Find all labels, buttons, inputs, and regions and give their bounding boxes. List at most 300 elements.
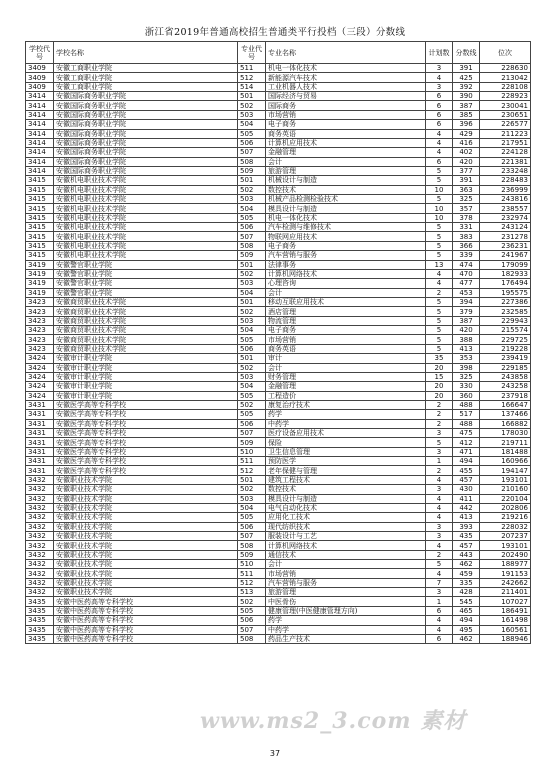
table-row [26,241,531,250]
table-row [26,363,531,372]
cell-rank: 243816 [480,195,531,204]
cell-major-name: 预防医学 [266,457,426,466]
cell-major-code: 504 [238,503,266,512]
cell-school-code: 3432 [26,513,54,522]
cell-plan-count: 6 [426,101,453,110]
cell-rank: 243258 [480,382,531,391]
cell-major-name: 数控技术 [266,485,426,494]
cell-school-code: 3424 [26,354,54,363]
cell-school-name: 安徽国际商务职业学院 [54,129,238,138]
cell-school-code: 3415 [26,185,54,194]
cell-rank: 233248 [480,166,531,175]
cell-school-code: 3415 [26,241,54,250]
cell-plan-count: 3 [426,429,453,438]
cell-school-code: 3415 [26,232,54,241]
cell-score-line: 474 [453,260,480,269]
table-row [26,82,531,91]
cell-major-code: 508 [238,157,266,166]
cell-major-code: 506 [238,138,266,147]
table-row [26,129,531,138]
cell-school-code: 3431 [26,438,54,447]
cell-school-name: 安徽商贸职业技术学院 [54,307,238,316]
cell-major-code: 509 [238,550,266,559]
cell-school-code: 3431 [26,466,54,475]
cell-major-name: 会计 [266,560,426,569]
table-row [26,251,531,260]
cell-school-name: 安徽医学高等专科学校 [54,410,238,419]
cell-school-code: 3415 [26,204,54,213]
cell-major-name: 药品生产技术 [266,634,426,643]
cell-major-name: 电子商务 [266,120,426,129]
cell-plan-count: 5 [426,232,453,241]
cell-school-name: 安徽国际商务职业学院 [54,92,238,101]
cell-major-code: 502 [238,400,266,409]
table-row [26,307,531,316]
cell-plan-count: 2 [426,419,453,428]
cell-school-code: 3423 [26,316,54,325]
cell-major-code: 503 [238,195,266,204]
cell-school-name: 安徽中医药高等专科学校 [54,625,238,634]
cell-score-line: 412 [453,438,480,447]
cell-major-code: 511 [238,457,266,466]
cell-plan-count: 4 [426,148,453,157]
cell-rank: 188977 [480,560,531,569]
cell-school-code: 3435 [26,625,54,634]
cell-rank: 166882 [480,419,531,428]
cell-school-name: 安徽职业技术学院 [54,494,238,503]
cell-major-code: 501 [238,176,266,185]
cell-score-line: 477 [453,279,480,288]
table-row [26,560,531,569]
cell-major-name: 模具设计与制造 [266,494,426,503]
cell-school-name: 安徽职业技术学院 [54,485,238,494]
cell-score-line: 545 [453,597,480,606]
cell-score-line: 495 [453,625,480,634]
cell-rank: 166647 [480,400,531,409]
table-row [26,344,531,353]
cell-major-name: 金融管理 [266,382,426,391]
table-row [26,634,531,643]
watermark: www.ms2_3.com 素材 [200,708,467,734]
cell-major-name: 会计 [266,157,426,166]
cell-score-line: 462 [453,560,480,569]
table-row [26,260,531,269]
cell-major-name: 新能源汽车技术 [266,73,426,82]
header-school-code: 学校代号 [26,42,54,64]
cell-plan-count: 4 [426,494,453,503]
cell-major-name: 机电一体化技术 [266,213,426,222]
cell-school-code: 3431 [26,410,54,419]
cell-school-name: 安徽机电职业技术学院 [54,251,238,260]
cell-major-name: 保险 [266,438,426,447]
table-row [26,494,531,503]
cell-score-line: 428 [453,588,480,597]
table-row [26,269,531,278]
table-row [26,447,531,456]
cell-major-code: 502 [238,307,266,316]
cell-major-name: 移动互联应用技术 [266,297,426,306]
cell-school-name: 安徽警官职业学院 [54,260,238,269]
cell-school-name: 安徽国际商务职业学院 [54,101,238,110]
cell-school-name: 安徽医学高等专科学校 [54,429,238,438]
cell-score-line: 379 [453,307,480,316]
cell-major-code: 502 [238,101,266,110]
cell-school-name: 安徽机电职业技术学院 [54,204,238,213]
cell-school-code: 3424 [26,372,54,381]
cell-school-code: 3419 [26,279,54,288]
cell-rank: 243858 [480,372,531,381]
cell-plan-count: 4 [426,569,453,578]
cell-score-line: 398 [453,363,480,372]
cell-school-code: 3424 [26,363,54,372]
table-row [26,457,531,466]
cell-major-name: 汽车营销与服务 [266,578,426,587]
cell-rank: 228923 [480,92,531,101]
cell-school-code: 3414 [26,92,54,101]
cell-plan-count: 5 [426,438,453,447]
cell-score-line: 394 [453,297,480,306]
table-row [26,185,531,194]
cell-major-name: 建筑工程技术 [266,475,426,484]
table-row [26,120,531,129]
cell-plan-count: 4 [426,279,453,288]
cell-major-name: 健康管理(中医健康管理方向) [266,606,426,615]
cell-major-name: 酒店管理 [266,307,426,316]
cell-school-code: 3414 [26,157,54,166]
cell-plan-count: 5 [426,241,453,250]
cell-score-line: 402 [453,148,480,157]
table-row [26,73,531,82]
cell-major-name: 旅游管理 [266,166,426,175]
cell-major-name: 市场营销 [266,110,426,119]
cell-rank: 238557 [480,204,531,213]
cell-score-line: 413 [453,513,480,522]
table-row [26,541,531,550]
cell-school-code: 3431 [26,419,54,428]
cell-major-name: 旅游管理 [266,588,426,597]
cell-plan-count: 3 [426,64,453,73]
cell-major-code: 508 [238,541,266,550]
cell-rank: 219216 [480,513,531,522]
cell-plan-count: 6 [426,120,453,129]
cell-school-code: 3423 [26,335,54,344]
cell-major-code: 507 [238,148,266,157]
cell-major-name: 财务管理 [266,372,426,381]
cell-major-name: 商务英语 [266,129,426,138]
table-row [26,569,531,578]
cell-rank: 230041 [480,101,531,110]
cell-score-line: 462 [453,634,480,643]
table-row [26,588,531,597]
score-table [25,41,531,644]
cell-major-code: 505 [238,129,266,138]
cell-score-line: 411 [453,494,480,503]
page-title: 浙江省2019年普通高校招生普通类平行投档（三段）分数线 [144,27,406,38]
cell-plan-count: 2 [426,400,453,409]
cell-major-code: 503 [238,494,266,503]
table-row [26,326,531,335]
cell-major-code: 502 [238,185,266,194]
cell-school-name: 安徽审计职业学院 [54,382,238,391]
cell-rank: 224128 [480,148,531,157]
cell-score-line: 383 [453,232,480,241]
cell-plan-count: 5 [426,251,453,260]
cell-school-name: 安徽机电职业技术学院 [54,241,238,250]
cell-rank: 229725 [480,335,531,344]
cell-major-name: 计算机网络技术 [266,269,426,278]
cell-score-line: 488 [453,419,480,428]
cell-major-name: 卫生信息管理 [266,447,426,456]
cell-score-line: 353 [453,354,480,363]
cell-score-line: 385 [453,110,480,119]
cell-score-line: 455 [453,466,480,475]
table-row [26,138,531,147]
cell-score-line: 459 [453,569,480,578]
table-row [26,550,531,559]
cell-school-code: 3432 [26,503,54,512]
cell-school-name: 安徽机电职业技术学院 [54,185,238,194]
cell-school-code: 3432 [26,475,54,484]
cell-rank: 195575 [480,288,531,297]
cell-rank: 181488 [480,447,531,456]
cell-school-code: 3419 [26,269,54,278]
cell-school-code: 3414 [26,166,54,175]
cell-school-code: 3419 [26,260,54,269]
cell-school-code: 3431 [26,400,54,409]
cell-rank: 137466 [480,410,531,419]
cell-school-code: 3414 [26,101,54,110]
cell-school-code: 3415 [26,223,54,232]
cell-major-name: 汽车检测与维修技术 [266,223,426,232]
cell-major-name: 现代纺织技术 [266,522,426,531]
table-row [26,316,531,325]
cell-major-code: 507 [238,625,266,634]
cell-school-code: 3432 [26,541,54,550]
cell-rank: 226577 [480,120,531,129]
cell-school-name: 安徽职业技术学院 [54,578,238,587]
cell-plan-count: 3 [426,522,453,531]
cell-plan-count: 10 [426,213,453,222]
cell-plan-count: 4 [426,129,453,138]
cell-rank: 229943 [480,316,531,325]
table-row [26,335,531,344]
cell-major-name: 应用化工技术 [266,513,426,522]
cell-score-line: 360 [453,391,480,400]
cell-major-code: 505 [238,335,266,344]
cell-school-code: 3432 [26,494,54,503]
cell-major-name: 工程造价 [266,391,426,400]
cell-score-line: 442 [453,503,480,512]
cell-rank: 188946 [480,634,531,643]
table-row [26,597,531,606]
cell-school-code: 3432 [26,550,54,559]
cell-plan-count: 6 [426,92,453,101]
cell-major-code: 503 [238,316,266,325]
cell-rank: 211223 [480,129,531,138]
header-major-code: 专业代号 [238,42,266,64]
cell-major-code: 506 [238,344,266,353]
cell-rank: 193101 [480,541,531,550]
cell-score-line: 457 [453,475,480,484]
cell-rank: 243124 [480,223,531,232]
cell-plan-count: 5 [426,166,453,175]
cell-rank: 228630 [480,64,531,73]
cell-major-code: 502 [238,269,266,278]
cell-score-line: 335 [453,578,480,587]
cell-score-line: 488 [453,400,480,409]
cell-major-name: 工业机器人技术 [266,82,426,91]
cell-major-code: 507 [238,429,266,438]
cell-school-code: 3432 [26,560,54,569]
table-row [26,204,531,213]
cell-score-line: 387 [453,316,480,325]
cell-score-line: 330 [453,382,480,391]
cell-major-code: 505 [238,410,266,419]
cell-major-name: 市场营销 [266,569,426,578]
cell-major-name: 会计 [266,288,426,297]
table-row [26,531,531,540]
cell-rank: 221381 [480,157,531,166]
cell-major-name: 商务英语 [266,344,426,353]
cell-rank: 182933 [480,269,531,278]
cell-school-name: 安徽审计职业学院 [54,391,238,400]
cell-school-name: 安徽职业技术学院 [54,560,238,569]
cell-major-name: 心理咨询 [266,279,426,288]
cell-school-name: 安徽职业技术学院 [54,588,238,597]
cell-plan-count: 10 [426,185,453,194]
cell-plan-count: 1 [426,597,453,606]
cell-major-code: 513 [238,588,266,597]
table-row [26,195,531,204]
cell-score-line: 475 [453,429,480,438]
table-row [26,176,531,185]
cell-major-code: 514 [238,82,266,91]
cell-score-line: 430 [453,485,480,494]
cell-rank: 176494 [480,279,531,288]
cell-plan-count: 1 [426,457,453,466]
cell-school-name: 安徽国际商务职业学院 [54,120,238,129]
cell-major-name: 计算机网络技术 [266,541,426,550]
cell-score-line: 387 [453,101,480,110]
cell-major-code: 509 [238,166,266,175]
cell-plan-count: 3 [426,447,453,456]
table-row [26,354,531,363]
cell-plan-count: 20 [426,382,453,391]
cell-rank: 217951 [480,138,531,147]
cell-rank: 160561 [480,625,531,634]
cell-school-name: 安徽职业技术学院 [54,541,238,550]
header-plan-count: 计划数 [426,42,453,64]
cell-plan-count: 35 [426,354,453,363]
cell-score-line: 457 [453,541,480,550]
cell-major-code: 501 [238,354,266,363]
cell-school-code: 3432 [26,522,54,531]
cell-school-code: 3431 [26,447,54,456]
table-row [26,503,531,512]
cell-major-code: 511 [238,569,266,578]
cell-school-name: 安徽审计职业学院 [54,372,238,381]
cell-rank: 178030 [480,429,531,438]
table-row [26,485,531,494]
cell-major-code: 507 [238,232,266,241]
cell-school-code: 3435 [26,634,54,643]
table-row [26,92,531,101]
cell-plan-count: 5 [426,326,453,335]
cell-score-line: 357 [453,204,480,213]
cell-major-code: 503 [238,110,266,119]
cell-plan-count: 7 [426,578,453,587]
cell-school-code: 3414 [26,120,54,129]
cell-rank: 202806 [480,503,531,512]
table-row [26,475,531,484]
cell-school-name: 安徽中医药高等专科学校 [54,634,238,643]
cell-rank: 230651 [480,110,531,119]
cell-plan-count: 3 [426,588,453,597]
cell-school-code: 3432 [26,485,54,494]
cell-major-code: 505 [238,391,266,400]
cell-school-name: 安徽商贸职业技术学院 [54,344,238,353]
cell-school-code: 3432 [26,578,54,587]
cell-school-code: 3415 [26,176,54,185]
cell-plan-count: 5 [426,344,453,353]
table-row [26,606,531,615]
cell-major-code: 509 [238,438,266,447]
cell-school-code: 3414 [26,138,54,147]
cell-score-line: 494 [453,457,480,466]
cell-plan-count: 5 [426,335,453,344]
cell-school-name: 安徽医学高等专科学校 [54,419,238,428]
cell-plan-count: 4 [426,73,453,82]
cell-rank: 241967 [480,251,531,260]
table-row [26,616,531,625]
cell-school-name: 安徽职业技术学院 [54,531,238,540]
cell-school-name: 安徽职业技术学院 [54,569,238,578]
cell-school-name: 安徽职业技术学院 [54,513,238,522]
cell-rank: 161498 [480,616,531,625]
cell-plan-count: 3 [426,82,453,91]
cell-major-code: 505 [238,213,266,222]
cell-major-code: 501 [238,92,266,101]
cell-school-name: 安徽警官职业学院 [54,269,238,278]
cell-score-line: 339 [453,251,480,260]
cell-major-code: 504 [238,382,266,391]
cell-school-code: 3435 [26,616,54,625]
cell-score-line: 393 [453,522,480,531]
cell-school-name: 安徽警官职业学院 [54,279,238,288]
cell-plan-count: 6 [426,606,453,615]
cell-school-name: 安徽国际商务职业学院 [54,148,238,157]
cell-school-name: 安徽医学高等专科学校 [54,466,238,475]
table-row [26,232,531,241]
cell-plan-count: 20 [426,363,453,372]
cell-school-name: 安徽工商职业学院 [54,64,238,73]
cell-rank: 242662 [480,578,531,587]
cell-school-code: 3414 [26,110,54,119]
table-row [26,429,531,438]
cell-plan-count: 2 [426,410,453,419]
table-row [26,288,531,297]
cell-major-code: 501 [238,475,266,484]
cell-plan-count: 13 [426,260,453,269]
cell-rank: 231278 [480,232,531,241]
cell-major-code: 505 [238,513,266,522]
cell-school-name: 安徽审计职业学院 [54,363,238,372]
cell-school-name: 安徽职业技术学院 [54,503,238,512]
cell-score-line: 377 [453,166,480,175]
table-row [26,400,531,409]
cell-rank: 186491 [480,606,531,615]
cell-school-name: 安徽医学高等专科学校 [54,438,238,447]
